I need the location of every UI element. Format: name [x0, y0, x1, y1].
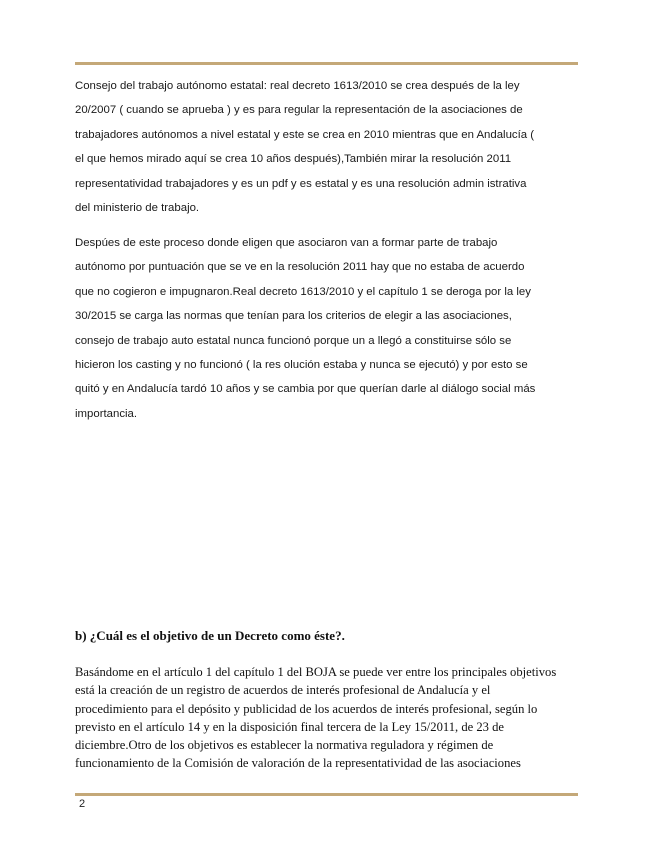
text-line: trabajadores autónomos a nivel estatal y este se crea en 2010 mientras que en Andalucía (	[75, 128, 535, 141]
text-line: funcionamiento de la Comisión de valoración de la representatividad de las asociaciones	[75, 756, 521, 771]
paragraph-objetivo-decreto	[75, 663, 585, 773]
page-number: 2	[79, 798, 86, 810]
text-line: diciembre.Otro de los objetivos es establecer la normativa reguladora y régimen de	[75, 738, 494, 753]
text-line: Consejo del trabajo autónomo estatal: real decreto 1613/2010 se crea después de la ley	[75, 80, 520, 92]
text-line: previsto en el artículo 14 y en la disposición final tercera de la Ley 15/2011, de 23 de	[75, 719, 504, 734]
text-line: 20/2007 ( cuando se aprueba ) y es para regular la representación de la asociaciones de	[75, 104, 523, 117]
text-line: quitó y en Andalucía tardó 10 años y se cambia por que querían darle al diálogo social más	[75, 383, 536, 396]
text-line: representatividad trabajadores y es un pdf y es estatal y es una resolución admin istrativa	[75, 177, 527, 190]
text-line: consejo de trabajo auto estatal nunca funcionó porque un a llegó a constituirse sólo se	[75, 334, 512, 347]
paragraph-consejo-trabajo-autonomo	[75, 74, 575, 220]
text-line: que no cogieron e impugnaron.Real decreto 1613/2010 y el capítulo 1 se deroga por la ley	[75, 285, 531, 298]
text-line: procedimiento para el depósito y publicidad de los acuerdos de interés profesional, según lo	[75, 701, 538, 716]
paragraph-proceso-eleccion	[75, 231, 575, 426]
text-line: 30/2015 se carga las normas que tenían para los criterios de elegir a las asociaciones,	[75, 310, 512, 323]
text-line: autónomo por puntuación que se ve en la resolución 2011 hay que no estaba de acuerdo	[75, 261, 525, 274]
text-line: hicieron los casting y no funcionó ( la res olución estaba y nunca se ejecutó) y por esto se	[75, 359, 528, 372]
section-heading: b) ¿Cuál es el objetivo de un Decreto como éste?.	[75, 628, 345, 643]
header-rule	[75, 62, 578, 65]
text-line: importancia.	[75, 407, 138, 420]
text-line: Despúes de este proceso donde eligen que asociaron van a formar parte de trabajo	[75, 237, 498, 249]
text-line: Basándome en el artículo 1 del capítulo 1 del BOJA se puede ver entre los principales objetivos	[75, 665, 557, 679]
text-line: del ministerio de trabajo.	[75, 202, 200, 215]
footer-rule	[75, 793, 578, 796]
text-line: el que hemos mirado aquí se crea 10 años después),También mirar la resolución 2011	[75, 153, 512, 166]
text-line: está la creación de un registro de acuerdos de interés profesional de Andalucía y el	[75, 683, 491, 698]
